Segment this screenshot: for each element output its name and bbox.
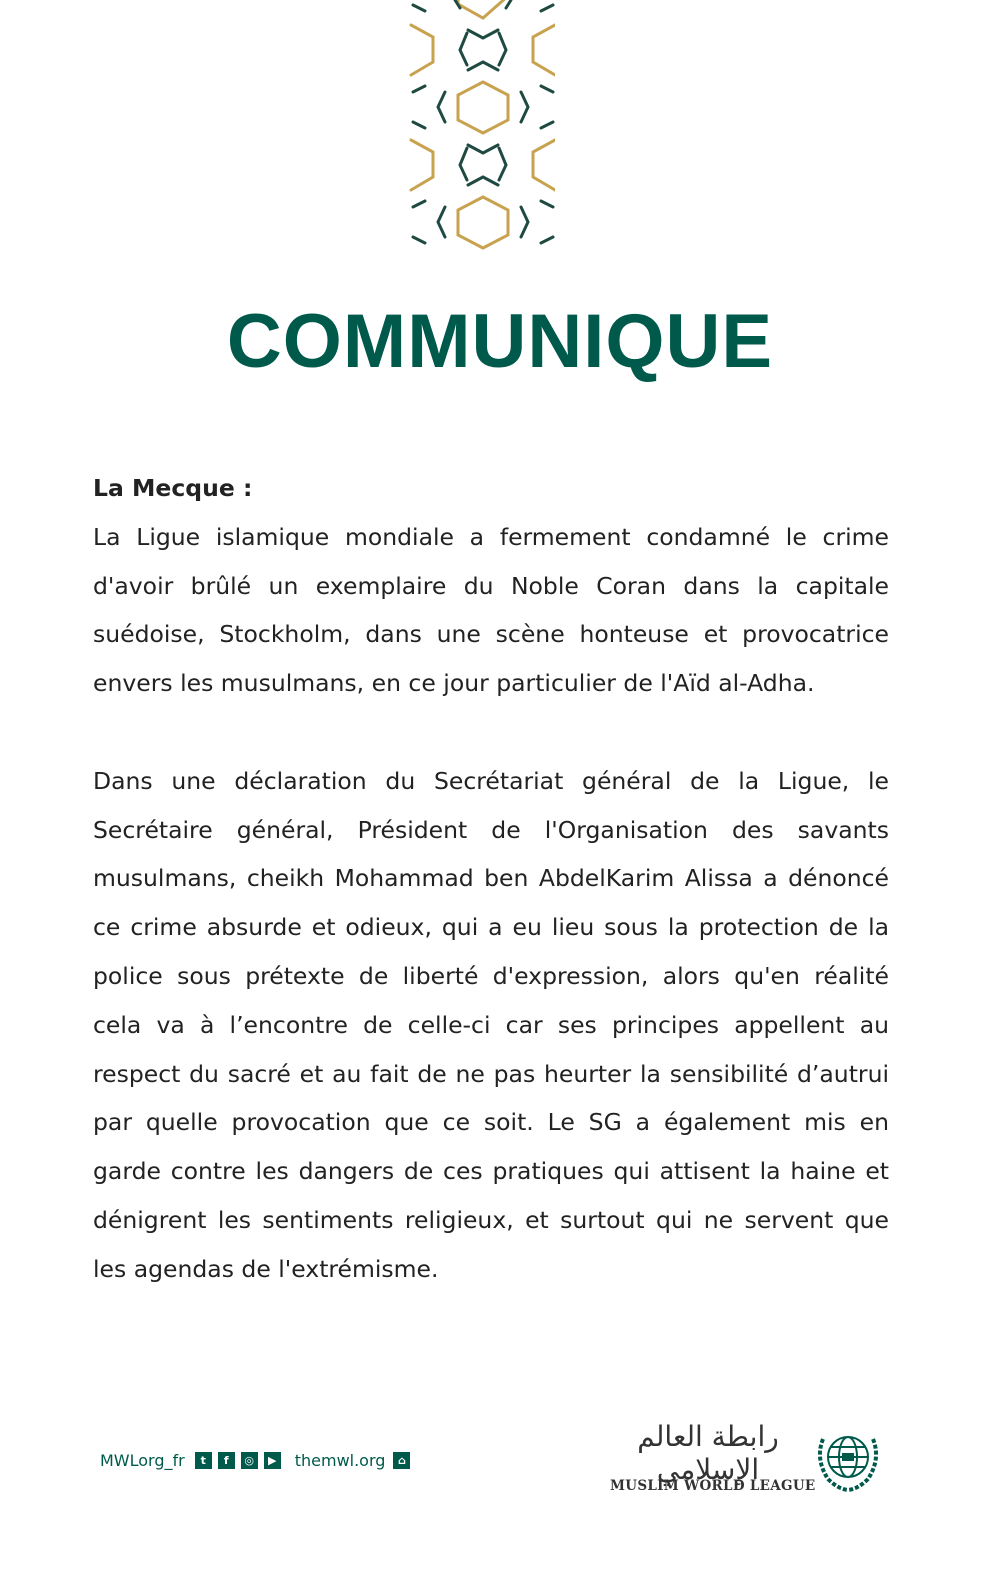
- twitter-icon[interactable]: t: [195, 1452, 212, 1469]
- social-handle[interactable]: MWLorg_fr: [100, 1451, 185, 1470]
- footer-social: [100, 1451, 416, 1470]
- facebook-icon[interactable]: f: [218, 1452, 235, 1469]
- muslim-world-league-logo: [608, 1420, 888, 1500]
- globe-emblem-icon: [813, 1424, 883, 1494]
- instagram-icon[interactable]: ◎: [241, 1452, 258, 1469]
- page-title: COMMUNIQUE: [226, 299, 774, 384]
- home-icon[interactable]: ⌂: [393, 1452, 410, 1469]
- paragraph-2: Dans une déclaration du Secrétariat général de la Ligue, le Secrétaire général, Président de l'Organisation des savants musulmans, cheikh Mohammad ben AbdelKarim Alissa a dénoncé ce crime absurde et odieux, qui a eu lieu sous la protection de la police sous prétexte de liberté d'expression, alors qu'en réalité cela va à l’encontre de celle-ci car ses principes appellent au respect du sacré et au fait de ne pas heurter la sensibilité d’autrui par quelle provocation que ce soit. Le SG a également mis en garde contre les dangers de ces pratiques qui attisent la haine et dénigrent les sentiments religieux, et surtout qui ne servent que les agendas de l'extrémisme.: [93, 766, 889, 1283]
- logo-arabic-text: رابطة العالم الإسلامي: [637, 1420, 779, 1486]
- paragraph-1: [93, 464, 889, 708]
- youtube-icon[interactable]: ▶: [264, 1452, 281, 1469]
- dateline: La Mecque :: [93, 474, 253, 502]
- website-link[interactable]: themwl.org: [294, 1451, 386, 1470]
- communique-body: [93, 464, 889, 1342]
- logo-english-text: MUSLIM WORLD LEAGUE: [610, 1478, 816, 1494]
- decorative-pattern: [405, 0, 555, 250]
- paragraph-text: La Ligue islamique mondiale a fermement condamné le crime d'avoir brûlé un exemplaire du Noble Coran dans la capitale suédoise, Stockholm, dans une scène honteuse et provocatrice envers les musulmans, en ce jour particulier de l'Aïd al-Adha.: [93, 522, 889, 698]
